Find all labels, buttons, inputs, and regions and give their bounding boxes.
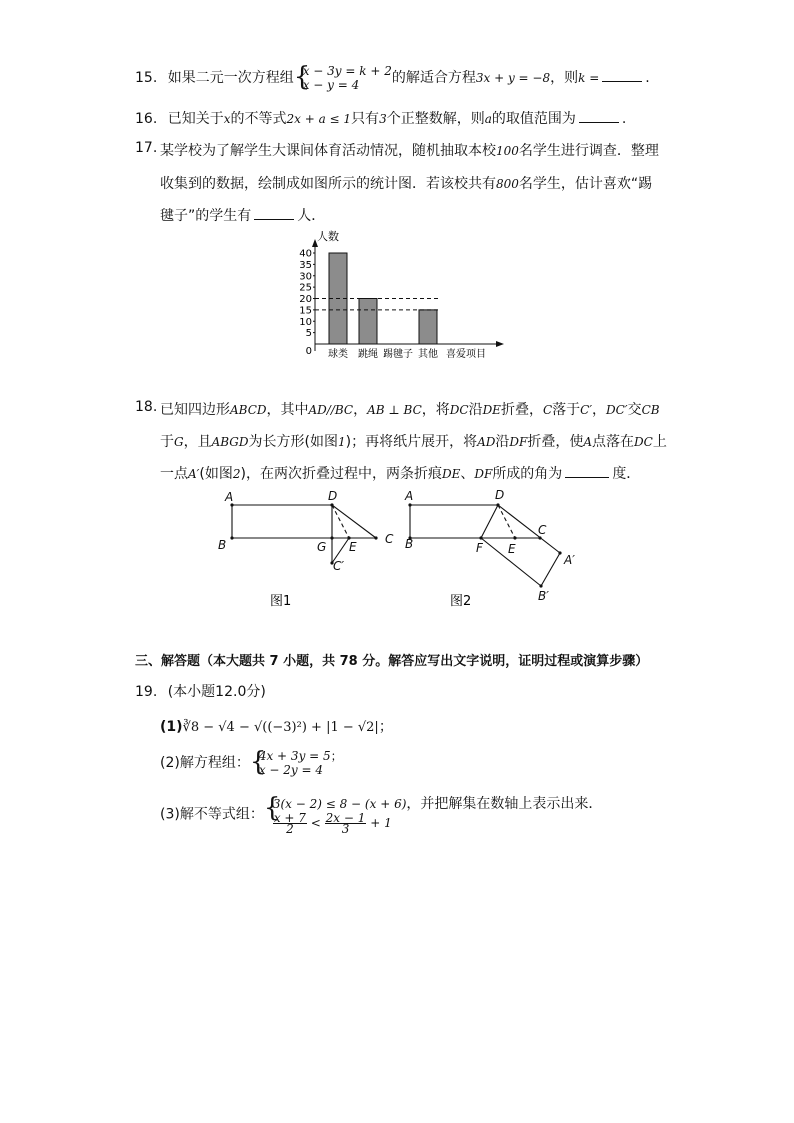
question-18-line-3: 一点A′(如图2)，在两次折叠过程中，两条折痕DE、DF所成的角为 度． — [160, 466, 641, 482]
bar — [359, 299, 377, 345]
y-tick-label: 5 — [305, 328, 312, 340]
y-tick-label: 10 — [299, 316, 312, 328]
question-17-number: 17. — [135, 140, 158, 156]
y-axis-label: 人数 — [317, 230, 339, 243]
crease-DE — [332, 505, 349, 538]
label-A: A — [225, 490, 234, 504]
inequality-system: { 3(x − 2) ≤ 8 − (x + 6)，并把解集在数轴上表示出来． $\frac{x + 7}{2}$ < $\frac{2x - 1}{3}$ + 1 — [264, 795, 603, 834]
question-17-line-1: 某学校为了解学生大课间体育活动情况，随机抽取本校100名学生进行调查．整理 — [160, 143, 659, 159]
question-18-line-2: 于G，且ABGD为长方形(如图1)；再将纸片展开，将AD沿DF折叠，使A点落在DC上 — [160, 434, 667, 450]
y-tick-label: 15 — [299, 305, 312, 317]
answer-blank[interactable] — [602, 80, 642, 82]
question-17-line-3: 毽子”的学生有 人． — [160, 208, 326, 224]
crease-DE — [498, 505, 515, 538]
y-tick-label: 30 — [299, 271, 312, 283]
inequality: 2x + a ≤ 1 — [286, 112, 352, 126]
figure-2-caption: 图2 — [450, 594, 472, 609]
score-note: (本小题12.0分) — [167, 684, 266, 700]
label-D: D — [328, 489, 338, 503]
figure-2 — [400, 485, 600, 610]
label-B: B — [218, 538, 227, 552]
expression: ∛8 − √4 − √((−3)²) + |1 − √2| — [182, 720, 379, 735]
segment-DC — [332, 505, 376, 538]
label-A-prime: A′ — [564, 553, 575, 567]
y-tick-label: 25 — [299, 282, 312, 294]
x-tick-label: 跳绳 — [358, 349, 378, 360]
x-tick-label: 球类 — [328, 349, 348, 360]
question-18-line-1: 已知四边形ABCD，其中AD//BC，AB ⊥ BC，将DC沿DE折叠，C落于C′，DC′交CB — [160, 402, 660, 418]
label-E: E — [508, 542, 516, 556]
segment-A-prime-B-prime — [541, 553, 560, 586]
question-15: 15. 如果二元一次方程组 { x − 3y = k + 2 x − y = 4 的解适合方程3x + y = −8，则k = . — [135, 64, 650, 92]
question-19-header — [135, 681, 266, 701]
x-tick-label: 踢毽子 — [383, 349, 413, 360]
bar — [419, 310, 437, 344]
x-axis-label: 喜爱项目 — [446, 349, 486, 360]
section-heading: 三、解答题（本大题共 7 小题，共 78 分。解答应写出文字说明，证明过程或演算步骤） — [135, 654, 649, 669]
bar-chart — [290, 225, 520, 365]
x-tick-labels — [328, 347, 438, 360]
label-B-prime: B′ — [538, 589, 549, 603]
y-tick-label: 40 — [299, 248, 312, 260]
figure-1 — [215, 485, 405, 610]
crease-DF — [481, 505, 498, 538]
label-C: C — [538, 523, 547, 537]
question-number: 15. — [135, 70, 158, 86]
label-A: A — [405, 489, 414, 503]
question-18-number: 18. — [135, 399, 158, 415]
figure-1-caption: 图1 — [270, 594, 292, 609]
label-E: E — [349, 540, 357, 554]
label-C: C — [385, 532, 394, 546]
y-ticks — [299, 249, 315, 358]
x-tick-label: 其他 — [418, 349, 438, 360]
y-tick-label: 20 — [299, 294, 312, 305]
equation: 3x + y = −8 — [475, 71, 551, 85]
question-text: 如果二元一次方程组 — [167, 70, 294, 86]
question-19-part-2: (2)解方程组： { 4x + 3y = 5； x − 2y = 4 — [160, 749, 343, 777]
question-number: 16. — [135, 111, 158, 127]
question-number: 19. — [135, 684, 158, 700]
question-17-line-2: 收集到的数据，绘制成如图所示的统计图．若该校共有800名学生，估计喜欢“踢 — [160, 176, 653, 192]
question-19-part-3: (3)解不等式组： { 3(x − 2) ≤ 8 − (x + 6)，并把解集在数轴上表示出来． $\frac{x + 7}{2}$ < $\frac{2x - 1}{3}$ + 1 — [160, 795, 602, 834]
label-C-prime: C′ — [333, 559, 345, 573]
label-D: D — [495, 488, 505, 502]
y-tick-label: 35 — [299, 259, 312, 271]
question-16: 16. 已知关于x的不等式2x + a ≤ 1只有3个正整数解，则a的取值范围为 . — [135, 111, 627, 127]
answer-blank[interactable] — [579, 121, 619, 123]
answer-blank[interactable] — [565, 476, 609, 478]
label-F: F — [476, 541, 483, 555]
y-tick-label: 0 — [305, 346, 312, 357]
answer-blank[interactable] — [254, 218, 294, 220]
label-B: B — [405, 537, 414, 551]
x-axis-arrow — [496, 341, 504, 347]
fraction: $\frac{2x - 1}{3}$ — [325, 811, 366, 836]
question-19-part-1: (1)∛8 − √4 − √((−3)²) + |1 − √2|； — [160, 719, 393, 735]
equation-system: { x − 3y = k + 2 x − y = 4 — [294, 64, 392, 92]
label-G: G — [317, 540, 327, 554]
fraction: $\frac{x + 7}{2}$ — [273, 811, 306, 836]
equation-system: { 4x + 3y = 5； x − 2y = 4 — [250, 749, 343, 777]
